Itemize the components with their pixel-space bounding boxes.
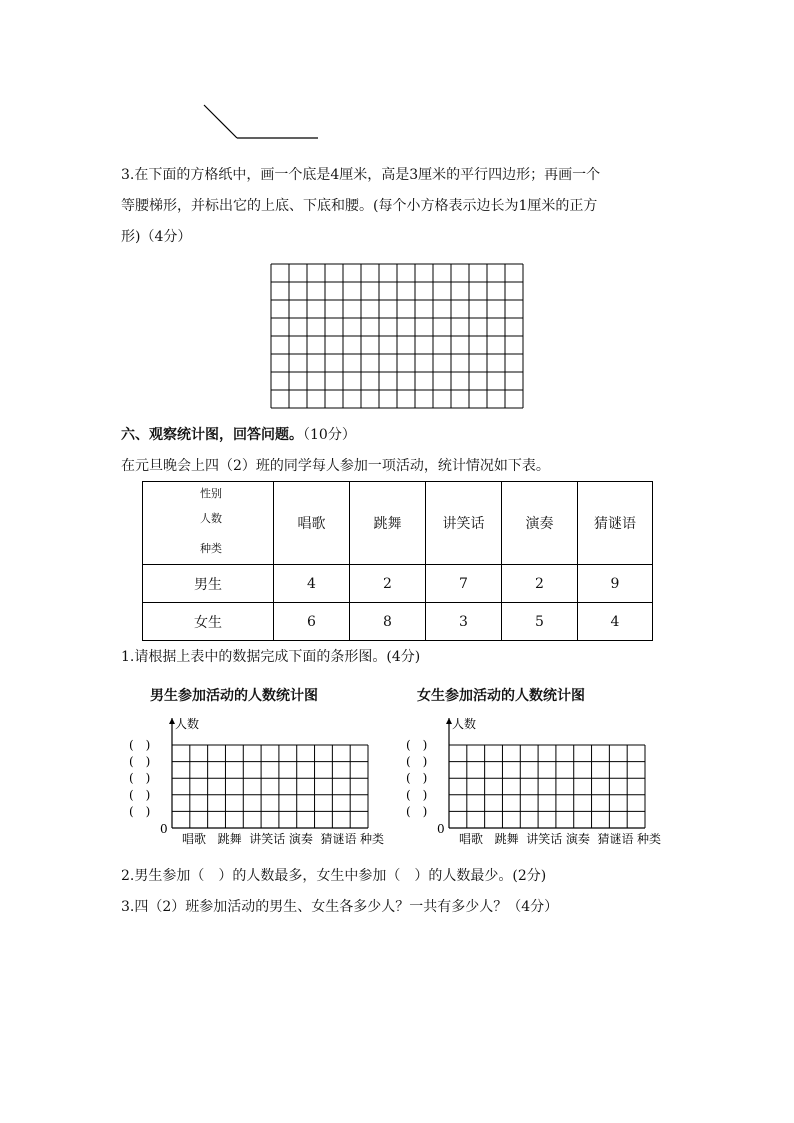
table-cell: 8 <box>350 603 426 641</box>
section-6-title: 六、观察统计图，回答问题。 <box>121 427 303 443</box>
y-tick-blank[interactable]: ( ) <box>406 738 428 752</box>
table-row-boys <box>143 565 653 603</box>
y-tick-blank[interactable]: ( ) <box>406 771 428 786</box>
x-tick-label: 讲笑话 <box>526 832 563 846</box>
section-6-score: （10分） <box>303 427 356 443</box>
corner-label-count: 人数 <box>200 512 222 525</box>
x-tick-label: 猜谜语 <box>597 832 634 846</box>
section-6-intro: 在元旦晚会上四（2）班的同学每人参加一项活动，统计情况如下表。 <box>121 458 550 474</box>
table-cell: 3 <box>426 603 502 641</box>
sub-question-3: 3.四（2）班参加活动的男生、女生各多少人？一共有多少人？（4分） <box>121 899 559 915</box>
question-3-line-2: 等腰梯形，并标出它的上底、下底和腰。(每个小方格表示边长为1厘米的正方 <box>121 198 598 214</box>
girls-chart-title: 女生参加活动的人数统计图 <box>417 688 585 704</box>
stats-table <box>142 481 653 641</box>
table-row-girls <box>143 603 653 641</box>
y-axis-label: 人数 <box>175 717 200 731</box>
table-cell: 4 <box>578 603 653 641</box>
y-axis-label: 人数 <box>452 717 477 731</box>
girls-bar-chart[interactable] <box>402 710 672 850</box>
y-tick-blank[interactable]: ( ) <box>406 754 428 769</box>
corner-label-gender: 性别 <box>200 487 222 500</box>
sub-question-1: 1.请根据上表中的数据完成下面的条形图。(4分) <box>121 649 421 665</box>
x-tick-label: 讲笑话 <box>249 832 286 846</box>
column-header: 演奏 <box>502 482 578 565</box>
table-cell: 5 <box>502 603 578 641</box>
column-header: 跳舞 <box>350 482 426 565</box>
column-header: 唱歌 <box>274 482 350 565</box>
boys-bar-chart[interactable] <box>125 710 395 850</box>
y-tick-blank[interactable]: ( ) <box>129 754 151 769</box>
x-tick-label: 唱歌 <box>182 832 207 846</box>
angle-figure <box>195 100 325 145</box>
column-header: 猜谜语 <box>578 482 653 565</box>
table-cell: 2 <box>350 565 426 603</box>
x-axis-label: 种类 <box>637 832 662 846</box>
y-tick-blank[interactable]: ( ) <box>406 787 428 802</box>
sub-question-2: 2.男生参加（ ）的人数最多，女生中参加（ ）的人数最少。(2分) <box>121 868 547 884</box>
y-tick-blank[interactable]: ( ) <box>129 787 151 802</box>
question-3-line-3: 形)（4分） <box>121 229 192 245</box>
table-corner-cell <box>143 482 274 565</box>
question-3-line-1: 3.在下面的方格纸中，画一个底是4厘米，高是3厘米的平行四边形；再画一个 <box>121 167 601 183</box>
x-tick-label: 跳舞 <box>494 832 519 846</box>
y-tick-blank[interactable]: ( ) <box>129 738 151 752</box>
table-cell: 6 <box>274 603 350 641</box>
x-tick-label: 演奏 <box>565 832 590 846</box>
table-cell: 4 <box>274 565 350 603</box>
column-header: 讲笑话 <box>426 482 502 565</box>
x-axis-label: 种类 <box>360 832 385 846</box>
row-label: 男生 <box>143 565 274 603</box>
table-header-row <box>143 482 653 565</box>
x-tick-label: 跳舞 <box>217 832 242 846</box>
section-6-heading <box>121 425 356 445</box>
x-tick-label: 唱歌 <box>459 832 484 846</box>
x-tick-label: 演奏 <box>288 832 313 846</box>
table-cell: 7 <box>426 565 502 603</box>
y-axis-zero-label: 0 <box>437 822 445 836</box>
y-axis-zero-label: 0 <box>160 822 168 836</box>
boys-chart-title: 男生参加活动的人数统计图 <box>150 688 318 704</box>
y-tick-blank[interactable]: ( ) <box>129 771 151 786</box>
row-label: 女生 <box>143 603 274 641</box>
table-cell: 9 <box>578 565 653 603</box>
corner-label-category: 种类 <box>200 542 222 555</box>
grid-paper[interactable] <box>270 263 525 409</box>
x-tick-label: 猜谜语 <box>320 832 357 846</box>
y-tick-blank[interactable]: ( ) <box>129 804 151 819</box>
y-tick-blank[interactable]: ( ) <box>406 804 428 819</box>
table-cell: 2 <box>502 565 578 603</box>
